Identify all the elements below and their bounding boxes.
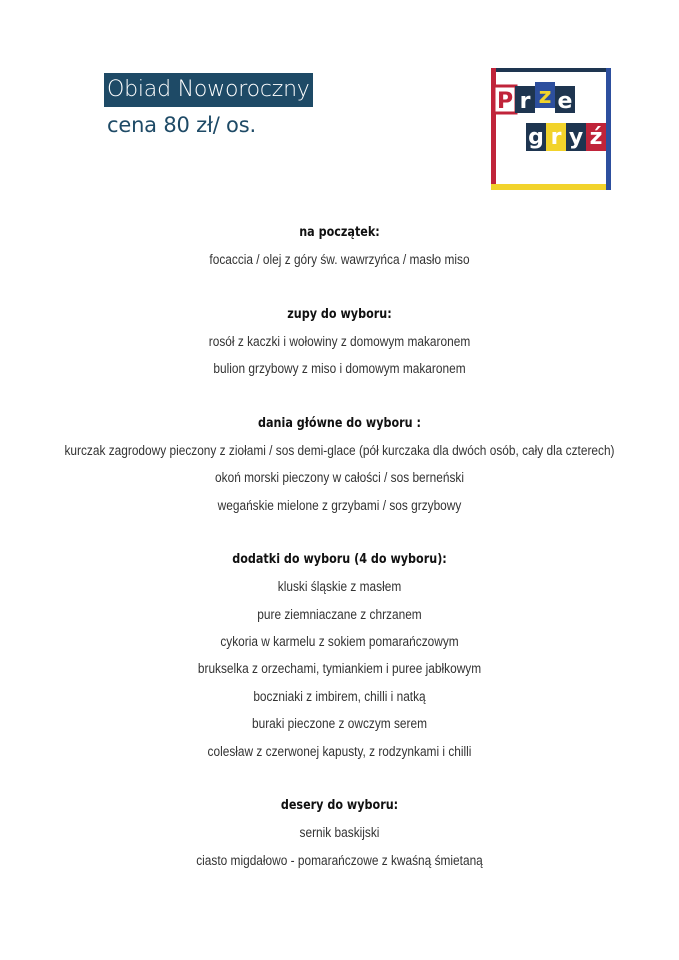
menu-item: wegańskie mielone z grzybami / sos grzybowy: [217, 497, 462, 513]
menu-item: kurczak zagrodowy pieczony z ziołami / sos demi-glace (pół kurczaka dla dwóch osób, cały dla czterech): [64, 442, 615, 458]
przegryz-logo: [491, 68, 611, 190]
section-heading: dania główne do wyboru :: [257, 414, 421, 431]
menu-item: ciasto migdałowo - pomarańczowe z kwaśną śmietaną: [196, 852, 483, 868]
price-per-person: cena 80 zł/ os.: [107, 113, 256, 137]
logo-letter: g: [528, 125, 544, 150]
menu-section-soups: [0, 301, 679, 383]
menu-item: kluski śląskie z masłem: [277, 579, 402, 595]
logo-letter: y: [568, 125, 584, 150]
menu-item: cykoria w karmelu z sokiem pomarańczowym: [220, 634, 459, 650]
menu-section-starter: [0, 219, 679, 273]
logo-letter: z: [538, 84, 552, 109]
logo-row-top: [494, 82, 575, 114]
menu-item: brukselka z orzechami, tymiankiem i puree jabłkowym: [197, 661, 482, 677]
menu-section-desserts: [0, 792, 679, 874]
section-heading: desery do wyboru:: [280, 797, 399, 814]
section-heading: na początek:: [299, 224, 380, 240]
section-heading: zupy do wyboru:: [287, 305, 392, 322]
menu-item: pure ziemniaczane z chrzanem: [257, 606, 422, 622]
menu-title: Obiad Noworoczny: [104, 73, 313, 107]
menu-item: colesław z czerwonej kapusty, z rodzynkami i chilli: [207, 743, 472, 759]
logo-row-bottom: [526, 123, 606, 151]
section-heading: dodatki do wyboru (4 do wyboru):: [232, 551, 447, 568]
menu-item: buraki pieczone z owczym serem: [252, 716, 427, 732]
menu-item: rosół z kaczki i wołowiny z domowym makaronem: [208, 333, 471, 349]
logo-letter: e: [557, 89, 573, 114]
logo-letter: r: [550, 125, 562, 150]
logo-letter: P: [496, 89, 514, 114]
menu-section-sides: [0, 546, 679, 765]
menu-body: [0, 219, 679, 874]
menu-item: boczniaki z imbirem, chilli i natką: [253, 688, 426, 704]
menu-item: okoń morski pieczony w całości / sos berneński: [215, 470, 464, 486]
logo-letter: ź: [589, 125, 603, 150]
logo-letter: r: [519, 89, 531, 114]
menu-item: focaccia / olej z góry św. wawrzyńca / masło miso: [209, 252, 470, 267]
menu-section-mains: [0, 410, 679, 519]
menu-item: sernik baskijski: [299, 825, 380, 841]
menu-item: bulion grzybowy z miso i domowym makaronem: [213, 361, 466, 377]
